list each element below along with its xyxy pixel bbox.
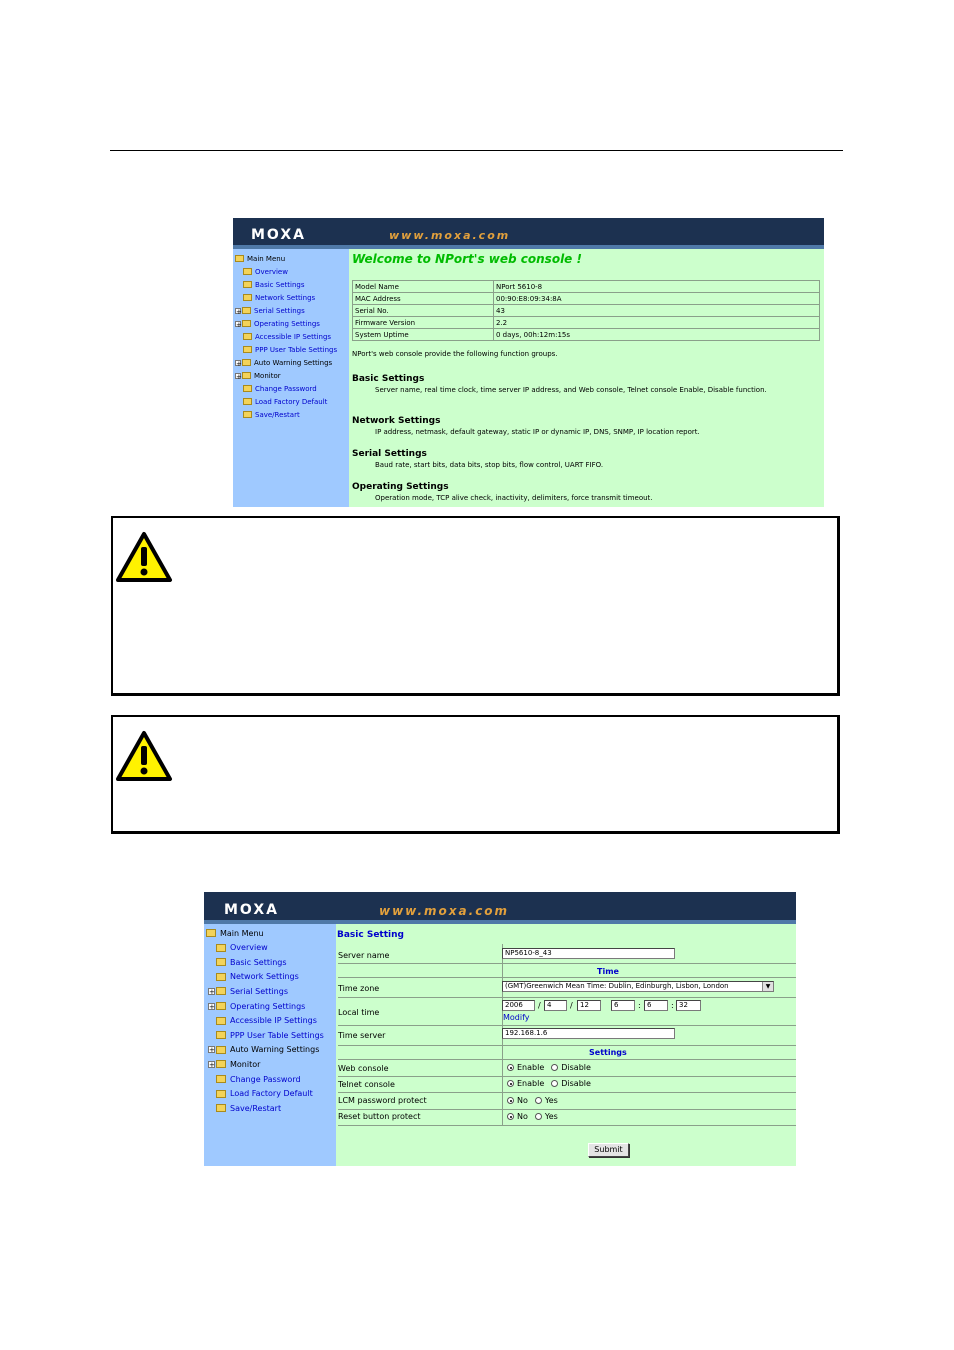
moxa-url: www.moxa.com xyxy=(389,229,511,242)
time-section-header: Time xyxy=(597,967,619,976)
group-title-operating: Operating Settings xyxy=(352,482,449,492)
folder-open-icon xyxy=(206,929,216,937)
folder-icon xyxy=(216,1002,226,1010)
group-desc-network: IP address, netmask, default gateway, static IP or dynamic IP, DNS, SNMP, IP location report. xyxy=(375,428,700,436)
group-title-serial: Serial Settings xyxy=(352,449,427,459)
info-value: NPort 5610-8 xyxy=(494,281,820,293)
attention-box xyxy=(111,516,840,696)
chevron-down-icon[interactable]: ▼ xyxy=(762,982,773,991)
folder-icon xyxy=(243,385,252,392)
expand-icon[interactable]: + xyxy=(236,372,242,381)
moxa-url: www.moxa.com xyxy=(379,904,510,918)
folder-icon xyxy=(216,987,226,995)
minute-input[interactable]: 6 xyxy=(644,1000,668,1011)
info-key: MAC Address xyxy=(353,293,494,305)
hour-input[interactable]: 6 xyxy=(611,1000,635,1011)
menu-item-basic-settings[interactable] xyxy=(243,278,304,291)
expand-icon[interactable]: + xyxy=(236,307,242,316)
menu-item-ppp-user-table-settings[interactable] xyxy=(243,343,337,356)
folder-icon xyxy=(216,1046,226,1054)
server-name-input[interactable]: NP5610-8_43 xyxy=(502,948,675,959)
folder-icon xyxy=(216,973,226,981)
main-menu-tree xyxy=(204,924,336,1166)
reset-button-radios: No Yes xyxy=(507,1112,565,1121)
folder-icon xyxy=(243,398,252,405)
form-section-row xyxy=(338,964,796,978)
expand-icon[interactable]: + xyxy=(209,1060,215,1069)
menu-item-label: Serial Settings xyxy=(254,306,305,315)
year-input[interactable]: 2006 xyxy=(502,1000,535,1011)
moxa-logo: MOXA xyxy=(251,227,306,243)
expand-icon[interactable]: + xyxy=(209,987,215,996)
folder-icon xyxy=(216,1075,226,1083)
menu-item-label: Accessible IP Settings xyxy=(255,332,332,341)
reset-button-label: Reset button protect xyxy=(338,1112,421,1121)
menu-item-save-restart[interactable] xyxy=(243,408,300,421)
menu-item-overview[interactable] xyxy=(216,941,268,955)
server-name-label: Server name xyxy=(338,951,390,960)
telnet-console-radios: Enable Disable xyxy=(507,1079,598,1088)
folder-icon xyxy=(216,1090,226,1098)
menu-item-monitor[interactable] xyxy=(208,1057,260,1071)
form-row xyxy=(338,998,796,1026)
menu-item-monitor[interactable] xyxy=(235,369,281,382)
menu-item-label: Monitor xyxy=(230,1059,261,1069)
modify-link[interactable]: Modify xyxy=(503,1013,530,1022)
folder-icon xyxy=(242,307,251,314)
table-row xyxy=(353,293,820,305)
folder-icon xyxy=(216,1017,226,1025)
info-value: 43 xyxy=(494,305,820,317)
folder-icon xyxy=(242,320,251,327)
header-rule xyxy=(110,150,843,151)
moxa-banner xyxy=(204,892,796,924)
time-server-input[interactable]: 192.168.1.6 xyxy=(502,1028,675,1039)
folder-icon xyxy=(243,294,252,301)
menu-item-label: PPP User Table Settings xyxy=(230,1030,324,1040)
menu-item-label: Operating Settings xyxy=(254,319,320,328)
folder-icon xyxy=(243,346,252,353)
web-console-disable-radio[interactable] xyxy=(551,1064,558,1071)
folder-icon xyxy=(243,333,252,340)
web-console-label: Web console xyxy=(338,1064,389,1073)
menu-item-load-factory-default[interactable] xyxy=(216,1087,313,1101)
menu-item-label: Auto Warning Settings xyxy=(254,358,333,367)
web-console-radios: Enable Disable xyxy=(507,1063,598,1072)
main-menu-root xyxy=(206,926,264,940)
table-row xyxy=(353,317,820,329)
folder-icon xyxy=(243,281,252,288)
menu-item-label: Change Password xyxy=(230,1074,301,1084)
menu-item-label: Serial Settings xyxy=(230,986,288,996)
info-key: System Uptime xyxy=(353,329,494,341)
form-section-row xyxy=(338,1046,796,1060)
info-value: 2.2 xyxy=(494,317,820,329)
menu-item-auto-warning-settings[interactable] xyxy=(235,356,332,369)
menu-item-change-password[interactable] xyxy=(243,382,317,395)
time-zone-label: Time zone xyxy=(338,984,380,993)
folder-icon xyxy=(216,1104,226,1112)
menu-item-label: Change Password xyxy=(255,384,317,393)
settings-section-header: Settings xyxy=(589,1048,627,1057)
menu-item-serial-settings[interactable] xyxy=(208,984,288,998)
folder-icon xyxy=(242,372,251,379)
menu-item-auto-warning-settings[interactable] xyxy=(208,1043,319,1057)
menu-item-label: Save/Restart xyxy=(230,1103,282,1113)
info-key: Model Name xyxy=(353,281,494,293)
menu-item-label: Load Factory Default xyxy=(255,397,328,406)
menu-item-label: Auto Warning Settings xyxy=(230,1045,320,1055)
menu-item-change-password[interactable] xyxy=(216,1072,301,1086)
menu-item-label: Load Factory Default xyxy=(230,1089,313,1099)
time-zone-select[interactable] xyxy=(502,981,774,992)
folder-icon xyxy=(216,1031,226,1039)
menu-item-operating-settings[interactable] xyxy=(208,999,305,1013)
menu-item-label: Accessible IP Settings xyxy=(230,1016,317,1026)
menu-item-ppp-user-table-settings[interactable] xyxy=(216,1028,324,1042)
menu-item-label: Network Settings xyxy=(230,972,299,982)
table-row xyxy=(353,305,820,317)
reset-yes-radio[interactable] xyxy=(535,1113,542,1120)
basic-settings-screenshot xyxy=(204,892,796,1166)
info-key: Serial No. xyxy=(353,305,494,317)
expand-icon[interactable]: + xyxy=(209,1002,215,1011)
table-row xyxy=(353,329,820,341)
menu-item-serial-settings[interactable] xyxy=(235,304,305,317)
menu-item-save-restart[interactable] xyxy=(216,1101,281,1115)
main-menu-root xyxy=(235,252,285,265)
lcm-yes-radio[interactable] xyxy=(535,1097,542,1104)
overview-content xyxy=(349,249,824,507)
menu-item-label: Overview xyxy=(230,943,268,953)
menu-item-label: Overview xyxy=(255,267,288,276)
telnet-console-label: Telnet console xyxy=(338,1080,395,1089)
device-info-table xyxy=(352,280,820,341)
menu-item-label: Save/Restart xyxy=(255,410,300,419)
time-server-label: Time server xyxy=(338,1031,386,1040)
main-menu-tree xyxy=(233,249,349,507)
folder-icon xyxy=(216,958,226,966)
folder-icon xyxy=(243,411,252,418)
info-key: Firmware Version xyxy=(353,317,494,329)
menu-item-load-factory-default[interactable] xyxy=(243,395,327,408)
group-desc-operating: Operation mode, TCP alive check, inactivity, delimiters, force transmit timeout. xyxy=(375,494,653,502)
info-value: 0 days, 00h:12m:15s xyxy=(494,329,820,341)
telnet-console-enable-radio[interactable] xyxy=(507,1080,514,1087)
day-input[interactable]: 12 xyxy=(577,1000,601,1011)
folder-icon xyxy=(243,268,252,275)
form-title: Basic Setting xyxy=(337,930,404,940)
menu-item-network-settings[interactable] xyxy=(243,291,315,304)
folder-icon xyxy=(242,359,251,366)
group-desc-serial: Baud rate, start bits, data bits, stop bits, flow control, UART FIFO. xyxy=(375,461,604,469)
local-time-label: Local time xyxy=(338,1008,380,1017)
submit-button[interactable]: Submit xyxy=(588,1143,629,1157)
group-desc-basic: Server name, real time clock, time server IP address, and Web console, Telnet console Enable, Disable function. xyxy=(375,386,767,394)
menu-item-accessible-ip-settings[interactable] xyxy=(216,1014,317,1028)
menu-item-network-settings[interactable] xyxy=(216,970,299,984)
expand-icon[interactable]: + xyxy=(209,1046,215,1055)
function-groups-intro: NPort's web console provide the following function groups. xyxy=(352,350,558,358)
group-title-basic: Basic Settings xyxy=(352,374,425,384)
menu-item-operating-settings[interactable] xyxy=(235,317,320,330)
menu-item-label: PPP User Table Settings xyxy=(255,345,338,354)
menu-item-basic-settings[interactable] xyxy=(216,955,287,969)
menu-item-accessible-ip-settings[interactable] xyxy=(243,330,331,343)
telnet-console-disable-radio[interactable] xyxy=(551,1080,558,1087)
menu-item-label: Network Settings xyxy=(255,293,316,302)
table-row xyxy=(353,281,820,293)
web-console-enable-radio[interactable] xyxy=(507,1064,514,1071)
warning-triangle-icon xyxy=(115,730,173,783)
second-input[interactable]: 32 xyxy=(676,1000,701,1011)
expand-icon[interactable]: + xyxy=(236,320,242,329)
lcm-password-radios: No Yes xyxy=(507,1096,565,1105)
folder-icon xyxy=(216,1060,226,1068)
expand-icon[interactable]: + xyxy=(236,359,242,368)
menu-item-label: Basic Settings xyxy=(255,280,305,289)
moxa-logo: MOXA xyxy=(224,902,279,918)
info-value: 00:90:E8:09:34:8A xyxy=(494,293,820,305)
folder-icon xyxy=(216,944,226,952)
console-overview-screenshot xyxy=(233,218,824,507)
reset-no-radio[interactable] xyxy=(507,1113,514,1120)
time-zone-selected: (GMT)Greenwich Mean Time: Dublin, Edinburgh, Lisbon, London xyxy=(505,982,729,990)
welcome-heading: Welcome to NPort's web console ! xyxy=(352,252,582,266)
warning-triangle-icon xyxy=(115,531,173,584)
lcm-password-label: LCM password protect xyxy=(338,1096,427,1105)
menu-item-label: Main Menu xyxy=(247,254,286,263)
menu-item-label: Main Menu xyxy=(220,928,264,938)
month-input[interactable]: 4 xyxy=(544,1000,567,1011)
menu-item-label: Basic Settings xyxy=(230,957,287,967)
attention-box xyxy=(111,715,840,834)
lcm-no-radio[interactable] xyxy=(507,1097,514,1104)
menu-item-label: Operating Settings xyxy=(230,1001,306,1011)
menu-item-label: Monitor xyxy=(254,371,281,380)
moxa-banner xyxy=(233,218,824,249)
menu-item-overview[interactable] xyxy=(243,265,288,278)
basic-setting-form: Basic Setting Server name NP5610-8_43 Time Time zone (GMT)Greenwich Mean Time: Dublin, Edinburgh, Lisbon, London ▼ Local time 2006 / 4 / 12 6 : 6 : 32 Modify Time server 192.168.1.6 Settings Web console Enable Disable Telnet console Enable Disable LCM password protect No Yes Reset button protect No Yes Submit xyxy=(336,924,796,1166)
folder-open-icon xyxy=(235,255,244,262)
group-title-network: Network Settings xyxy=(352,416,441,426)
